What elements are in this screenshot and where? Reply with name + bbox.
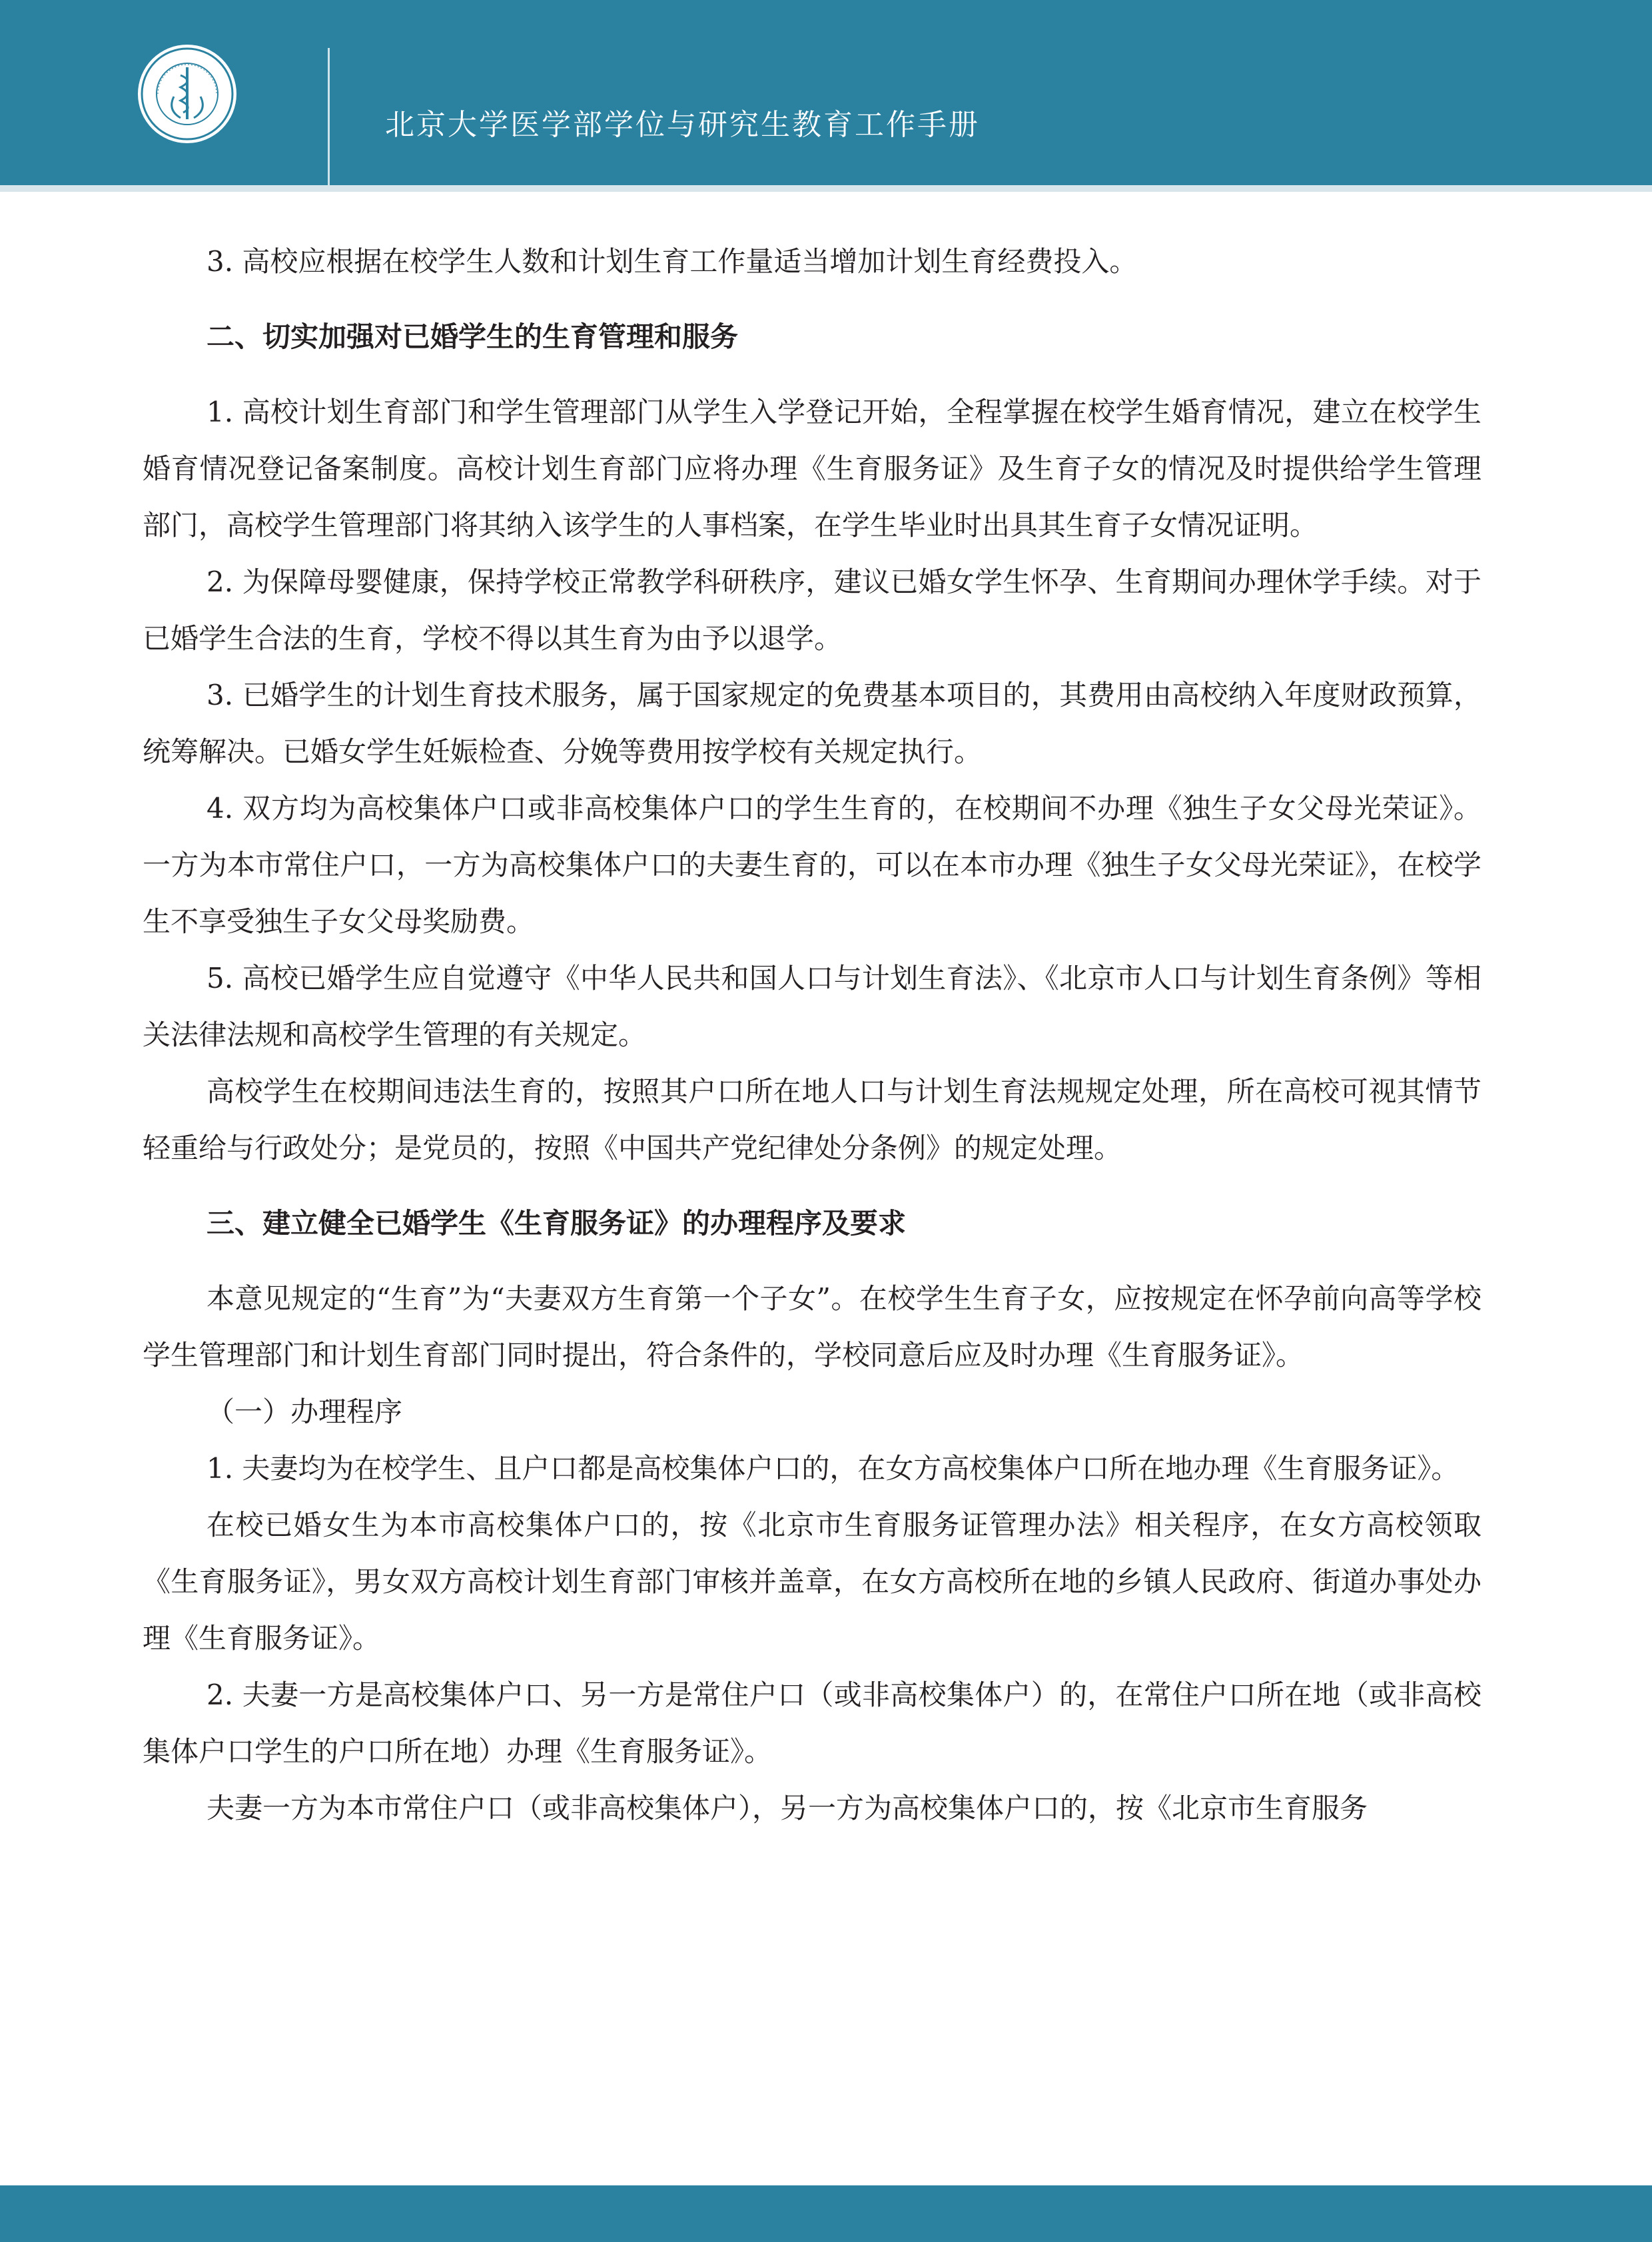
body-paragraph: 1. 夫妻均为在校学生、且户口都是高校集体户口的，在女方高校集体户口所在地办理《生育服务证》。 bbox=[206, 1452, 1459, 1485]
body-paragraph: 高校学生在校期间违法生育的，按照其户口所在地人口与计划生育法规规定处理，所在高校可视其情节轻重给与行政处分；是党员的，按照《中国共产党纪律处分条例》的规定处理。 bbox=[143, 1075, 1481, 1164]
subsection-heading: （一）办理程序 bbox=[206, 1395, 403, 1428]
document-body bbox=[143, 233, 1481, 1836]
header-rule bbox=[0, 185, 1652, 192]
body-paragraph: 3. 已婚学生的计划生育技术服务，属于国家规定的免费基本项目的，其费用由高校纳入年度财政预算，统筹解决。已婚女学生妊娠检查、分娩等费用按学校有关规定执行。 bbox=[143, 679, 1481, 768]
section-heading: 二、切实加强对已婚学生的生育管理和服务 bbox=[206, 320, 739, 353]
body-paragraph: 1. 高校计划生育部门和学生管理部门从学生入学登记开始，全程掌握在校学生婚育情况，建立在校学生婚育情况登记备案制度。高校计划生育部门应将办理《生育服务证》及生育子女的情况及时提供给学生管理部门，高校学生管理部门将其纳入该学生的人事档案，在学生毕业时出具其生育子女情况证明。 bbox=[143, 396, 1481, 542]
body-paragraph: 4. 双方均为高校集体户口或非高校集体户口的学生生育的，在校期间不办理《独生子女父母光荣证》。一方为本市常住户口，一方为高校集体户口的夫妻生育的，可以在本市办理《独生子女父母光荣证》，在校学生不享受独生子女父母奖励费。 bbox=[143, 792, 1481, 938]
university-seal-icon bbox=[137, 43, 238, 145]
body-paragraph: 2. 夫妻一方是高校集体户口、另一方是常住户口（或非高校集体户）的，在常住户口所在地（或非高校集体户口学生的户口所在地）办理《生育服务证》。 bbox=[143, 1679, 1481, 1768]
header-band bbox=[0, 0, 1652, 185]
body-paragraph: 在校已婚女生为本市高校集体户口的，按《北京市生育服务证管理办法》相关程序，在女方高校领取《生育服务证》，男女双方高校计划生育部门审核并盖章，在女方高校所在地的乡镇人民政府、街道办事处办理《生育服务证》。 bbox=[143, 1509, 1481, 1655]
footer-band bbox=[0, 2185, 1652, 2242]
body-paragraph: 5. 高校已婚学生应自觉遵守《中华人民共和国人口与计划生育法》、《北京市人口与计划生育条例》等相关法律法规和高校学生管理的有关规定。 bbox=[143, 962, 1481, 1051]
header-divider bbox=[328, 48, 330, 185]
body-paragraph: 3. 高校应根据在校学生人数和计划生育工作量适当增加计划生育经费投入。 bbox=[206, 245, 1138, 278]
body-paragraph: 本意见规定的“生育”为“夫妻双方生育第一个子女”。在校学生生育子女，应按规定在怀孕前向高等学校学生管理部门和计划生育部门同时提出，符合条件的，学校同意后应及时办理《生育服务证》。 bbox=[143, 1282, 1481, 1371]
section-heading: 三、建立健全已婚学生《生育服务证》的办理程序及要求 bbox=[206, 1207, 907, 1240]
body-paragraph: 夫妻一方为本市常住户口（或非高校集体户），另一方为高校集体户口的，按《北京市生育服务 bbox=[206, 1792, 1368, 1824]
header-title: 北京大学医学部学位与研究生教育工作手册 bbox=[385, 108, 980, 142]
body-paragraph: 2. 为保障母婴健康，保持学校正常教学科研秩序，建议已婚女学生怀孕、生育期间办理休学手续。对于已婚学生合法的生育，学校不得以其生育为由予以退学。 bbox=[143, 565, 1481, 655]
